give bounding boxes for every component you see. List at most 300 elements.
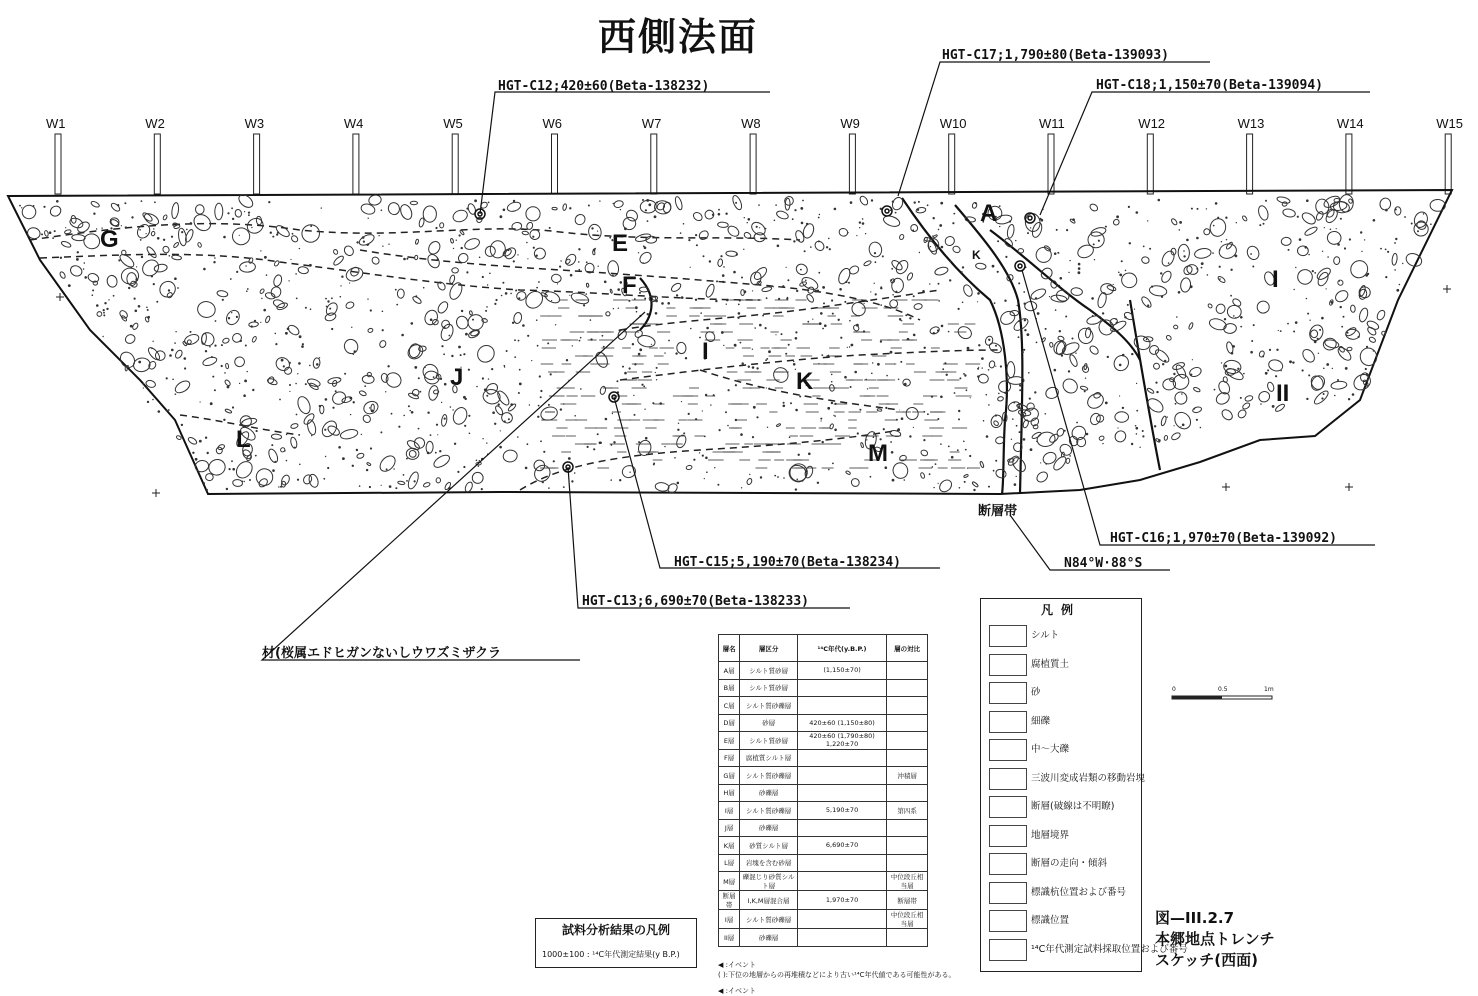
clast [199,331,216,348]
clast [588,223,603,240]
gravel-dot [788,344,790,346]
gravel-dot [103,312,105,314]
table-row [719,819,928,837]
gravel-dot [1005,256,1007,258]
clast [287,323,301,336]
gravel-dot [610,479,612,481]
gravel-dot [808,453,811,456]
unit-label-a: A [980,200,998,227]
clast [398,203,413,221]
gravel-dot [722,281,724,283]
gravel-dot [612,413,613,414]
table-cell [797,854,886,872]
clast [1281,237,1291,246]
sample-legend-body: 1000±100 : ¹⁴C年代測定結果(y B.P.) [542,950,680,959]
stake-post [849,134,855,194]
gravel-dot [963,441,965,443]
gravel-dot [859,227,860,228]
gravel-dot [593,448,595,450]
gravel-dot [741,487,742,488]
clast [1217,379,1232,395]
gravel-dot [756,367,758,369]
leader-lines [262,62,1375,660]
gravel-dot [450,406,452,408]
gravel-dot [959,487,961,489]
gravel-dot [962,266,964,268]
gravel-dot [335,390,337,392]
gravel-dot [904,383,906,385]
gravel-dot [725,411,727,413]
clast [344,265,364,283]
gravel-dot [553,460,555,462]
clast [130,280,138,288]
gravel-dot [272,236,274,238]
legend-swatch [989,796,1027,818]
stake-post [1445,134,1451,194]
gravel-dot [982,367,983,368]
gravel-dot [1342,209,1343,210]
clast [1333,288,1350,304]
gravel-dot [656,202,658,204]
figure-line1: 本郷地点トレンチ [1155,930,1275,948]
gravel-dot [1327,256,1329,258]
gravel-dot [359,485,361,487]
gravel-dot [1068,272,1069,273]
gravel-dot [822,441,824,443]
table-cell: I層 [719,910,740,929]
clast [432,453,452,470]
clast [124,333,137,345]
table-cell: G層 [719,767,740,785]
gravel-dot [436,424,438,426]
clast [313,358,321,369]
gravel-dot [514,356,516,358]
clast [1347,257,1371,281]
gravel-dot [983,420,985,422]
gravel-dot [946,374,948,376]
gravel-dot [449,335,451,337]
clast [1006,224,1015,239]
clast [265,292,276,300]
gravel-dot [538,405,540,407]
gravel-dot [510,293,512,295]
gravel-dot [1219,266,1221,268]
gravel-dot [232,406,234,408]
gravel-dot [290,259,291,260]
clast [191,211,214,234]
gravel-dot [964,374,966,376]
clast [319,418,339,439]
clast [1039,266,1054,281]
gravel-dot [226,488,228,490]
gravel-dot [525,467,528,470]
gravel-dot [1306,199,1309,202]
gravel-dot [382,246,383,247]
clast [276,302,288,311]
gravel-dot [406,458,408,460]
gravel-dot [958,410,960,412]
table-row [719,749,928,767]
clast [997,380,1012,394]
legend-item [981,766,1146,790]
gravel-dot [276,234,278,236]
gravel-dot [856,324,859,327]
clast [1029,287,1047,302]
gravel-dot [922,290,925,293]
gravel-dot [919,252,920,253]
table-cell [887,749,928,767]
table-cell: 6,690±70 [797,837,886,855]
gravel-dot [411,322,414,325]
gravel-dot [721,331,724,334]
gravel-dot [913,427,914,428]
gravel-dot [270,232,272,234]
legend-swatch [989,682,1027,704]
gravel-dot [656,379,657,380]
gravel-dot [527,443,529,445]
gravel-dot [824,324,827,327]
gravel-dot [84,262,86,264]
gravel-dot [622,366,624,368]
clast [634,329,644,339]
gravel-dot [590,338,592,340]
gravel-dot [845,281,847,283]
gravel-dot [800,269,802,271]
gravel-dot [275,343,277,345]
gravel-dot [221,365,223,367]
gravel-dot [1018,282,1020,284]
gravel-dot [1064,430,1066,432]
gravel-dot [212,376,214,378]
gravel-dot [1117,427,1118,428]
gravel-dot [537,345,539,347]
clast [1085,391,1106,411]
gravel-dot [1373,219,1376,222]
clast [270,285,283,298]
gravel-dot [151,348,152,349]
gravel-dot [1196,268,1198,270]
gravel-dot [463,466,465,468]
gravel-dot [1124,316,1126,318]
gravel-dot [736,253,738,255]
clast [1245,244,1260,261]
gravel-dot [1107,356,1109,358]
gravel-dot [1072,218,1075,221]
gravel-dot [1105,226,1107,228]
gravel-dot [676,294,678,296]
gravel-dot [190,331,192,333]
gravel-dot [361,434,362,435]
clast [899,454,907,461]
clast [998,309,1017,327]
gravel-dot [1055,309,1057,311]
gravel-dot [1054,252,1057,255]
gravel-dot [1196,419,1198,421]
clast [531,462,553,484]
gravel-dot [695,299,697,301]
gravel-dot [479,257,481,259]
gravel-dot [140,239,142,241]
gravel-dot [605,418,608,421]
table-cell: 礫混じり砂質シルト層 [740,872,798,891]
gravel-dot [1396,289,1399,292]
gravel-dot [331,328,333,330]
gravel-dot [214,345,216,347]
gravel-dot [280,486,282,488]
gravel-dot [1190,374,1192,376]
gravel-dot [741,277,743,279]
clast [989,360,996,368]
gravel-dot [620,209,621,210]
gravel-dot [1128,206,1130,208]
gravel-dot [1289,360,1292,363]
clast [899,234,905,240]
clast [307,378,321,388]
table-row [719,784,928,802]
gravel-dot [613,203,615,205]
gravel-dot [499,446,502,449]
gravel-dot [702,455,704,457]
table-cell: 砂礫層 [740,929,798,947]
gravel-dot [1294,289,1295,290]
gravel-dot [805,470,808,473]
gravel-dot [583,304,585,306]
gravel-dot [1024,319,1026,321]
clast [952,245,961,254]
table-cell [887,714,928,732]
table-cell: 5,190±70 [797,802,886,820]
gravel-dot [965,449,967,451]
gravel-dot [693,459,695,461]
clast [146,245,158,258]
gravel-dot [386,468,388,470]
stake-post [353,134,359,194]
clast [613,200,624,209]
table-cell: C層 [719,697,740,715]
clast [414,255,418,260]
gravel-dot [900,361,902,363]
clast [48,204,62,218]
gravel-dot [141,200,143,202]
legend-item [981,652,1141,676]
gravel-dot [793,240,795,242]
gravel-dot [548,404,550,406]
gravel-dot [427,452,430,455]
gravel-dot [942,368,944,370]
gravel-dot [248,212,250,214]
gravel-dot [892,479,895,482]
clast [515,290,527,301]
clast [860,442,864,448]
gravel-dot [656,367,658,369]
sample-caption-c13: HGT-C13;6,690±70(Beta-138233) [582,594,809,609]
gravel-dot [1394,242,1396,244]
gravel-dot [329,308,331,310]
gravel-dot [912,229,914,231]
sample-legend-box [535,918,697,968]
gravel-dot [733,271,736,274]
gravel-dot [988,369,990,371]
gravel-dot [437,258,439,260]
clast [906,272,913,281]
gravel-dot [299,335,302,338]
clast [423,482,431,488]
gravel-dot [820,312,823,315]
gravel-dot [655,300,658,303]
gravel-dot [231,312,232,313]
clast [522,288,545,312]
gravel-dot [460,354,462,356]
gravel-dot [1178,291,1181,294]
gravel-dot [762,315,764,317]
stake-post [154,134,160,194]
gravel-dot [703,255,705,257]
clast [731,194,743,211]
gravel-dot [674,457,676,459]
clast [360,202,376,215]
gravel-dot [767,427,768,428]
clast [367,372,373,378]
gravel-dot [964,481,966,483]
gravel-dot [940,443,942,445]
gravel-dot [326,306,328,308]
gravel-dot [454,443,456,445]
gravel-dot [500,430,501,431]
clast [162,245,170,254]
gravel-dot [508,418,510,420]
table-row [719,767,928,785]
table-cell [887,854,928,872]
clast [1300,211,1317,227]
clast [1307,323,1325,343]
gravel-dot [181,231,183,233]
gravel-dot [629,472,630,473]
clast [439,223,444,229]
gravel-dot [775,204,777,206]
gravel-dot [130,266,132,268]
clast [1029,417,1040,428]
gravel-dot [1215,202,1218,205]
clast [225,363,229,369]
clast [280,447,286,453]
gravel-dot [540,440,542,442]
legend-label: ¹⁴C年代測定試料採取位置および番号 [1031,943,1188,955]
gravel-dot [1337,379,1339,381]
gravel-dot [1136,433,1138,435]
gravel-dot [1023,303,1025,305]
clast [1208,217,1227,238]
gravel-dot [294,447,296,449]
gravel-dot [395,289,397,291]
clast [133,357,152,373]
gravel-dot [1295,267,1296,268]
gravel-dot [690,328,692,330]
gravel-dot [248,214,250,216]
gravel-dot [1219,249,1220,250]
gravel-dot [967,347,970,350]
gravel-dot [1162,363,1164,365]
gravel-dot [319,405,321,407]
clast [776,423,781,427]
gravel-dot [844,301,846,303]
gravel-dot [486,306,488,308]
clast [1052,455,1069,473]
gravel-dot [992,265,995,268]
gravel-dot [236,271,238,273]
clast [1266,381,1274,392]
clast [195,204,205,214]
gravel-dot [547,342,549,344]
gravel-dot [1149,248,1151,250]
gravel-dot [1319,329,1321,331]
gravel-dot [231,460,233,462]
clast [506,201,522,213]
gravel-dot [242,481,244,483]
gravel-dot [518,297,520,299]
stake-post [1346,134,1352,194]
gravel-dot [1312,270,1314,272]
table-cell: I,K,M層混合層 [740,891,798,910]
gravel-dot [443,326,445,328]
clast [234,209,242,218]
gravel-dot [1023,438,1026,441]
clast [1337,279,1344,286]
gravel-dot [580,388,582,390]
table-cell [887,929,928,947]
gravel-dot [1092,315,1094,317]
clast [342,337,360,355]
clast [1007,362,1015,378]
clast [1430,199,1446,211]
gravel-dot [203,482,205,484]
gravel-dot [309,264,312,267]
gravel-dot [1402,263,1403,264]
gravel-dot [795,331,797,333]
gravel-dot [574,472,576,474]
gravel-dot [21,207,22,208]
clast [761,286,772,292]
gravel-dot [818,240,820,242]
gravel-dot [617,288,620,291]
gravel-dot [540,390,542,392]
gravel-dot [774,220,776,222]
clast [997,396,1004,401]
gravel-dot [1235,317,1236,318]
gravel-dot [444,383,447,386]
gravel-dot [1395,209,1397,211]
clast [1324,339,1340,350]
gravel-dot [19,205,21,207]
gravel-dot [213,261,215,263]
gravel-dot [804,250,806,252]
clast [1193,387,1201,393]
table-cell [887,837,928,855]
gravel-dot [998,393,1000,395]
clast [599,386,606,395]
clast [937,478,954,495]
gravel-dot [766,313,768,315]
gravel-dot [849,346,850,347]
gravel-dot [519,383,522,386]
gravel-dot [339,378,341,380]
legend-label: 地層境界 [1031,829,1070,841]
table-cell [887,732,928,750]
gravel-dot [342,457,345,460]
gravel-dot [977,368,979,370]
gravel-dot [153,228,154,229]
gravel-dot [752,436,754,438]
clast [1170,218,1178,226]
